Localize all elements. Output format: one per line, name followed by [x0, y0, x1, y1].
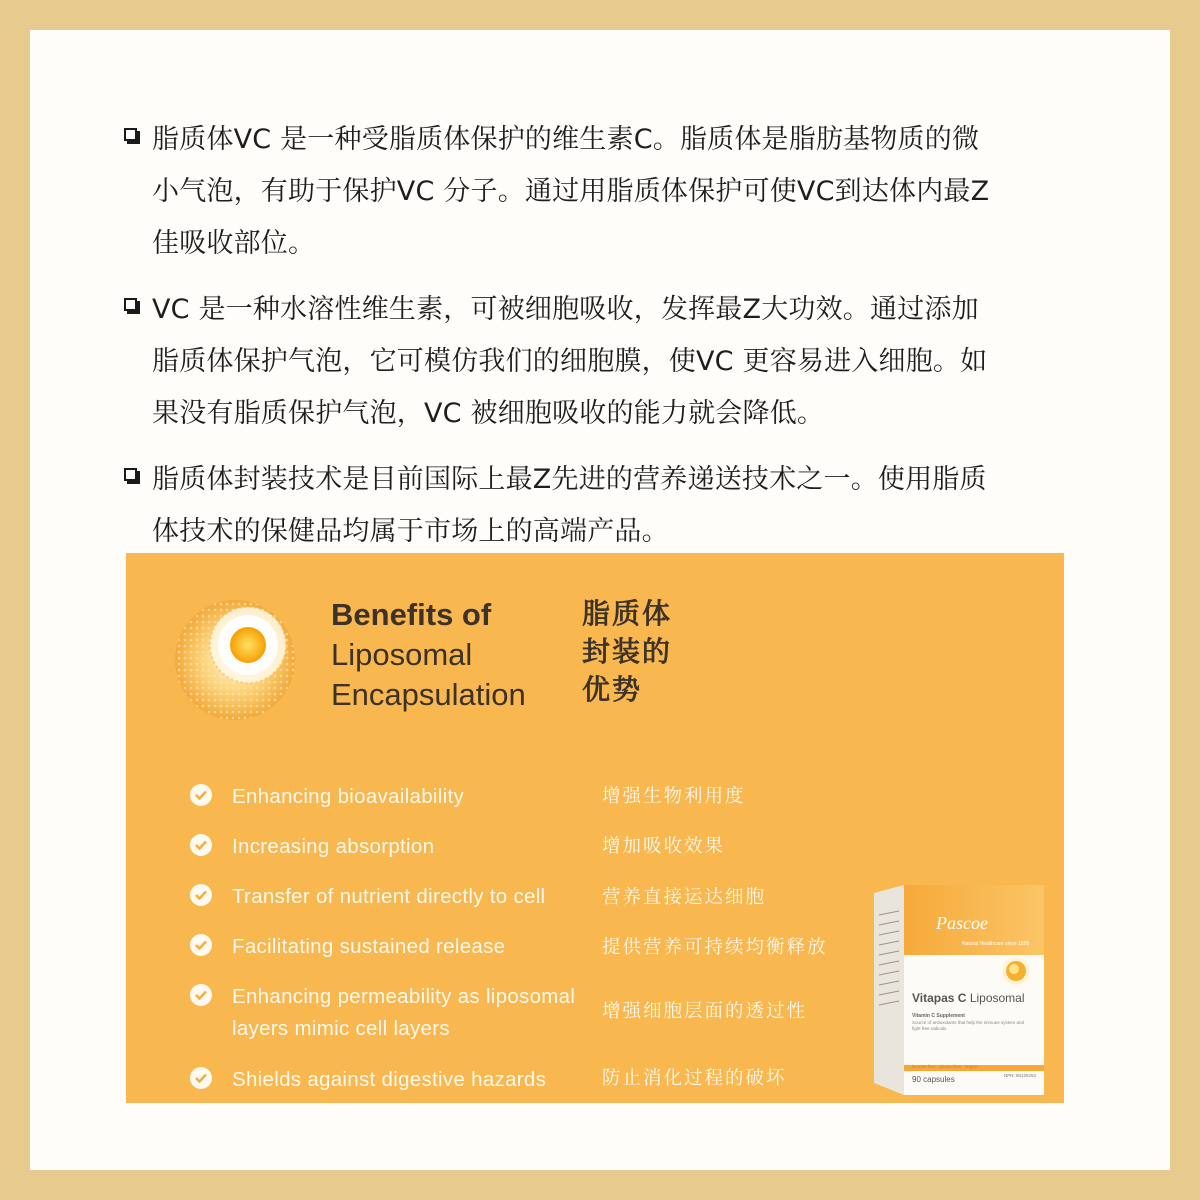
benefit-label-en: Increasing absorption [232, 835, 435, 858]
title-line: 优势 [582, 673, 643, 706]
liposome-sphere-icon [170, 595, 300, 725]
svg-text:90 capsules: 90 capsules [912, 1075, 955, 1084]
title-line: 封装的 [582, 635, 673, 668]
check-circle-icon [190, 784, 212, 806]
benefits-panel [126, 553, 1064, 1103]
panel-title-en [331, 595, 526, 715]
svg-text:Natural Healthcare since 1895: Natural Healthcare since 1895 [962, 941, 1030, 947]
bullet-text: 脂质体封装技术是目前国际上最Z先进的营养递送技术之一。使用脂质 体技术的保健品均属于市场上的高端产品。 [152, 464, 987, 547]
title-line: Liposomal [331, 637, 473, 672]
benefit-label-cn: 增加吸收效果 [602, 836, 726, 857]
benefit-label-en: Enhancing bioavailability [232, 785, 465, 808]
benefit-label-cn: 增强生物利用度 [602, 786, 746, 807]
svg-text:NPN: 80126253: NPN: 80126253 [1004, 1073, 1037, 1078]
svg-text:lactose-free · gluten-free · v: lactose-free · gluten-free · vegan [912, 1064, 978, 1069]
checkbox-icon [124, 128, 137, 141]
svg-text:Pascoe: Pascoe [936, 913, 988, 933]
content-card [30, 30, 1170, 1170]
benefit-label-en: Enhancing permeability as liposomal layers mimic cell layers [232, 985, 576, 1040]
benefit-label-cn: 营养直接运达细胞 [602, 887, 767, 908]
product-description: Source of antioxidants that help the immune system and fight free radicals. [912, 1020, 1025, 1031]
check-circle-icon [190, 1067, 212, 1089]
bullet-item [122, 284, 1082, 440]
benefit-label-en: Transfer of nutrient directly to cell [232, 885, 546, 908]
bullet-item [122, 114, 1082, 270]
bullet-text: VC 是一种水溶性维生素，可被细胞吸收，发挥最Z大功效。通过添加 脂质体保护气泡，它可模仿我们的细胞膜，使VC 更容易进入细胞。如 果没有脂质保护气泡，VC 被细胞吸收的能力就会降低。 [152, 294, 988, 429]
bullet-item [122, 454, 1082, 558]
benefit-label-cn: 增强细胞层面的透过性 [602, 1001, 808, 1022]
title-line: Encapsulation [331, 677, 526, 712]
product-box-image [874, 885, 1044, 1095]
title-line: 脂质体 [582, 597, 673, 630]
checkbox-icon [124, 298, 137, 311]
svg-text:Vitapas C Liposomal: Vitapas C Liposomal [912, 991, 1025, 1005]
benefit-label-en: Shields against digestive hazards [232, 1068, 547, 1091]
panel-title-cn [582, 595, 672, 709]
checkbox-icon [124, 468, 137, 481]
benefit-label-en: Facilitating sustained release [232, 935, 506, 958]
benefit-label-cn: 防止消化过程的破坏 [602, 1068, 787, 1089]
title-line: Benefits of [331, 597, 492, 632]
check-circle-icon [190, 934, 212, 956]
svg-text:Vitamin C Supplement: Vitamin C Supplement [912, 1013, 965, 1019]
bullet-text: 脂质体VC 是一种受脂质体保护的维生素C。脂质体是脂肪基物质的微 小气泡，有助于保护VC 分子。通过用脂质体保护可使VC到达体内最Z 佳吸收部位。 [152, 124, 990, 259]
bullet-list [122, 114, 1082, 572]
check-circle-icon [190, 834, 212, 856]
benefit-label-cn: 提供营养可持续均衡释放 [602, 937, 828, 958]
check-circle-icon [190, 884, 212, 906]
check-circle-icon [190, 984, 212, 1006]
